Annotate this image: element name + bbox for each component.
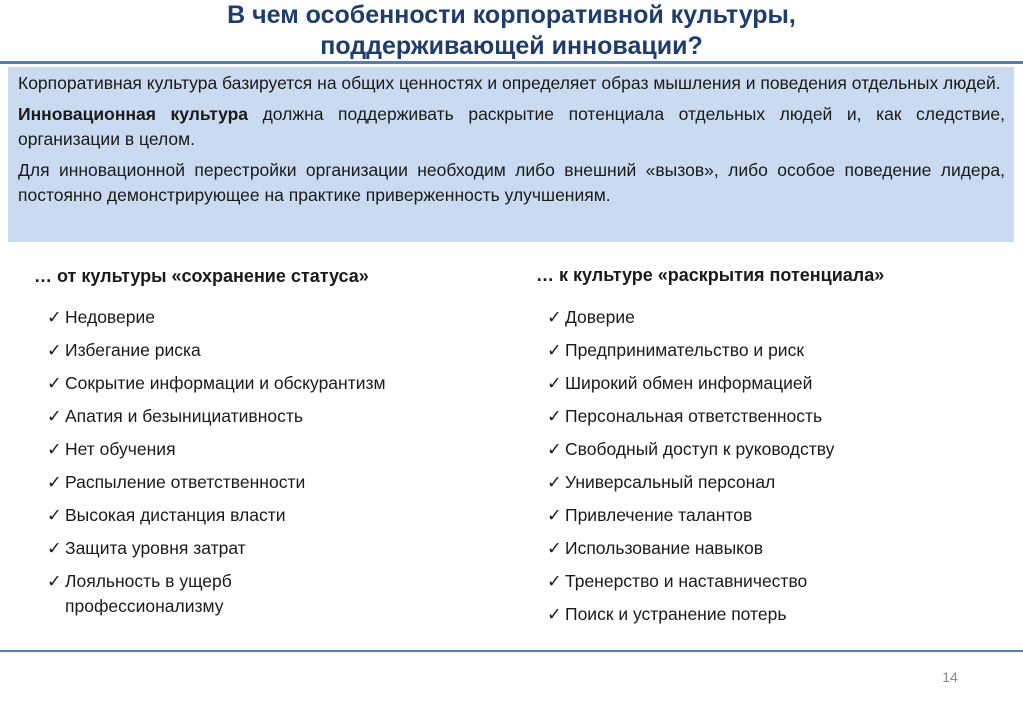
page-number: 14 [942, 669, 958, 685]
title-divider [0, 61, 1023, 64]
slide-title-line-2: поддерживающей инновации? [320, 32, 703, 60]
list-item: ✓ Персональная ответственность [547, 404, 987, 429]
right-column-list [547, 305, 987, 635]
checkmark-icon: ✓ [547, 604, 562, 624]
list-item: ✓ Распыление ответственности [47, 470, 467, 495]
list-item: ✓ Защита уровня затрат [47, 536, 467, 561]
intro-paragraph-2-text: должна поддерживать раскрытие потенциала отдельных людей и, как следствие, организации в целом. [18, 104, 1005, 149]
checkmark-icon: ✓ [47, 373, 62, 393]
list-item: ✓ Сокрытие информации и обскурантизм [47, 371, 467, 396]
checkmark-icon: ✓ [547, 439, 562, 459]
checkmark-icon: ✓ [547, 307, 562, 327]
checkmark-icon: ✓ [47, 340, 62, 360]
checkmark-icon: ✓ [47, 307, 62, 327]
intro-paragraph-2 [18, 102, 1005, 152]
checkmark-icon: ✓ [47, 472, 62, 492]
list-item: ✓ Недоверие [47, 305, 467, 330]
list-item: ✓ Нет обучения [47, 437, 467, 462]
list-item: ✓ Привлечение талантов [547, 503, 987, 528]
list-item: ✓ Свободный доступ к руководству [547, 437, 987, 462]
intro-box [8, 67, 1014, 242]
intro-bold-term: Инновационная культура [18, 104, 249, 124]
footer-divider [0, 650, 1023, 652]
list-item: ✓ Апатия и безынициативность [47, 404, 467, 429]
left-column-heading: … от культуры «сохранение статуса» [34, 266, 369, 286]
list-item: ✓ Высокая дистанция власти [47, 503, 467, 528]
checkmark-icon: ✓ [547, 505, 562, 525]
checkmark-icon: ✓ [47, 571, 62, 591]
list-item: ✓ Универсальный персонал [547, 470, 987, 495]
list-item: ✓ Лояльность в ущерб профессионализму [47, 569, 467, 619]
list-item: ✓ Доверие [547, 305, 987, 330]
slide-title [0, 0, 1023, 62]
checkmark-icon: ✓ [47, 505, 62, 525]
intro-paragraph-1: Корпоративная культура базируется на общих ценностях и определяет образ мышления и поведения отдельных людей. [18, 73, 1001, 93]
checkmark-icon: ✓ [547, 373, 562, 393]
intro-paragraph-3: Для инновационной перестройки организации необходим либо внешний «вызов», либо особое поведение лидера, постоянно демонстрирующее на практике приверженность улучшениям. [18, 160, 1005, 205]
checkmark-icon: ✓ [547, 406, 562, 426]
list-item: ✓ Поиск и устранение потерь [547, 602, 987, 627]
slide-title-line-1: В чем особенности корпоративной культуры, [227, 1, 796, 29]
checkmark-icon: ✓ [547, 571, 562, 591]
left-column-list [47, 305, 467, 627]
checkmark-icon: ✓ [47, 406, 62, 426]
checkmark-icon: ✓ [47, 439, 62, 459]
checkmark-icon: ✓ [547, 340, 562, 360]
right-column-heading: … к культуре «раскрытия потенциала» [536, 265, 885, 285]
checkmark-icon: ✓ [547, 538, 562, 558]
list-item: ✓ Использование навыков [547, 536, 987, 561]
list-item: ✓ Избегание риска [47, 338, 467, 363]
checkmark-icon: ✓ [547, 472, 562, 492]
list-item: ✓ Тренерство и наставничество [547, 569, 987, 594]
list-item: ✓ Широкий обмен информацией [547, 371, 987, 396]
list-item: ✓ Предпринимательство и риск [547, 338, 987, 363]
checkmark-icon: ✓ [47, 538, 62, 558]
